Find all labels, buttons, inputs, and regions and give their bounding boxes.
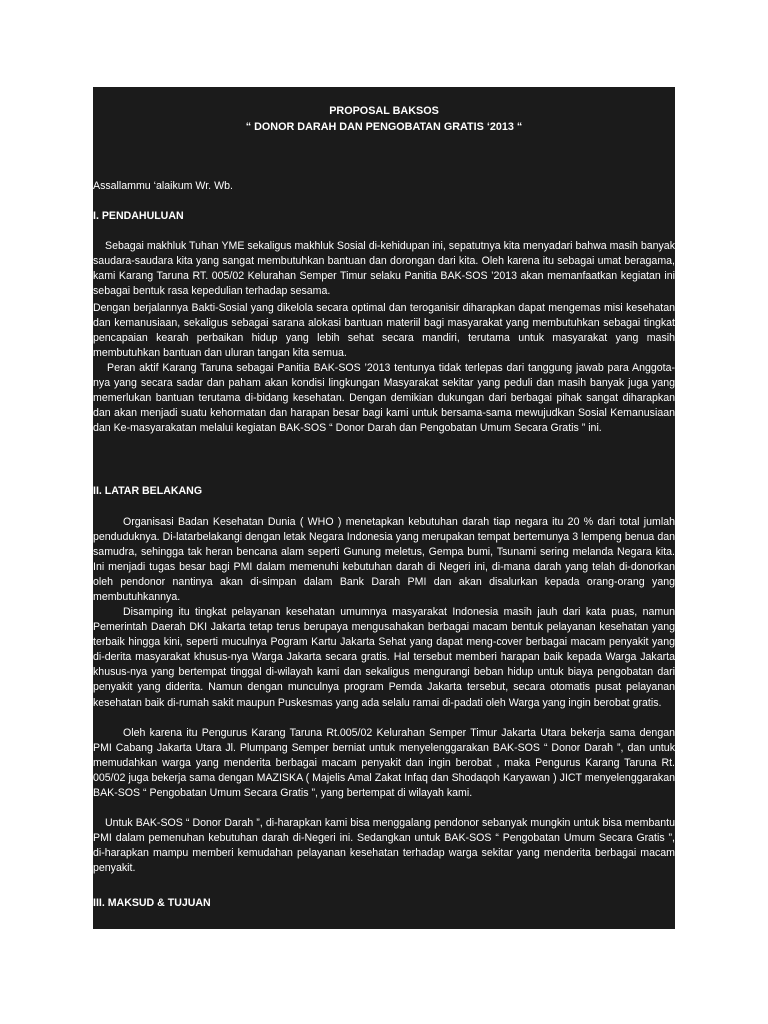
section-heading-latar-belakang: II. LATAR BELAKANG: [93, 485, 203, 497]
document-title: [93, 103, 675, 135]
title-line-2: “ DONOR DARAH DAN PENGOBATAN GRATIS ‘2013 “: [245, 121, 523, 133]
title-line-1: PROPOSAL BAKSOS: [329, 105, 439, 117]
paragraph-pendahuluan-3: Peran aktif Karang Taruna sebagai Panitia BAK-SOS ’2013 tentunya tidak terlepas dari tanggung jawab para Anggota-nya yang secara sadar dan paham akan kondisi lingkungan Masyarakat sekitar yang peduli dan masih banyak juga yang memerlukan bantuan terutama di-bidang kesehatan. Dengan demikian dukungan dari berbagai pihak sangat diharapkan dan akan menjadi suatu kehormatan dan harapan besar bagi kami untuk bersama-sama mewujudkan Sosial Kemanusiaan dan Ke-masyarakatan melalui kegiatan BAK-SOS “ Donor Darah dan Pengobatan Umum Secara Gratis ” ini.: [93, 362, 675, 435]
paragraph-latar-belakang-1: Organisasi Badan Kesehatan Dunia ( WHO ) menetapkan kebutuhan darah tiap negara itu 20 % dari total jumlah penduduknya. Di-latarbelakangi dengan letak Negara Indonesia yang merupakan tempat bertemunya 3 lempeng benua dan samudra, sehingga tak heran bencana alam seperti Gunung meletus, Gempa bumi, Tsunami sering melanda Negara kita. Ini menjadi tugas besar bagi PMI dalam memenuhi kebutuhan darah di Negeri ini, di-mana darah yang telah di-donorkan oleh pendonor nantinya akan di-simpan dalam Bank Darah PMI dan akan disalurkan kepada orang-orang yang membutuhkannya.: [93, 516, 675, 604]
paragraph-latar-belakang-3: Oleh karena itu Pengurus Karang Taruna Rt.005/02 Kelurahan Semper Timur Jakarta Utara bekerja sama dengan PMI Cabang Jakarta Utara Jl. Plumpang Semper berniat untuk menyelenggarakan BAK-SOS “ Donor Darah ”, dan untuk memudahkan warga yang menderita berbagai macam penyakit dan ingin berobat , maka Pengurus Karang Taruna Rt. 005/02 juga bekerja sama dengan MAZISKA ( Majelis Amal Zakat Infaq dan Shodaqoh Karyawan ) JICT menyelenggarakan BAK-SOS “ Pengobatan Umum Secara Gratis ”, yang bertempat di wilayah kami.: [93, 727, 675, 800]
paragraph-latar-belakang-2: Disamping itu tingkat pelayanan kesehatan umumnya masyarakat Indonesia masih jauh dari kata puas, namun Pemerintah Daerah DKI Jakarta tetap terus berupaya mengusahakan berbagai macam bentuk pelayanan kesehatan yang terbaik hingga kini, seperti muculnya Pogram Kartu Jakarta Sehat yang dapat meng-cover berbagai macam penyakit yang di-derita masyarakat khusus-nya Warga Jakarta secara gratis. Hal tersebut memberi harapan baik kepada Warga Jakarta khusus-nya yang bertempat tinggal di-wilayah kami dan sekaligus mengurangi beban hidup untuk biaya pengobatan dari penyakit yang diderita. Namun dengan munculnya program Pemda Jakarta tersebut, secara otomatis pusat pelayanan kesehatan baik di-rumah sakit maupun Puskesmas yang ada selalu ramai di-padati oleh Warga yang ingin berobat gratis.: [93, 606, 675, 709]
document-page: [93, 87, 675, 929]
paragraph-pendahuluan-1: Sebagai makhluk Tuhan YME sekaligus makhluk Sosial di-kehidupan ini, sepatutnya kita menyadari bahwa masih banyak saudara-saudara kita yang sangat membutuhkan bantuan dan dorongan dari kita. Oleh karena itu sebagai umat beragama, kami Karang Taruna RT. 005/02 Kelurahan Semper Timur selaku Panitia BAK-SOS ’2013 akan memanfaatkan kegiatan ini sebagai bentuk rasa kepedulian terhadap sesama.: [93, 240, 675, 298]
section-heading-maksud-tujuan: III. MAKSUD & TUJUAN: [93, 897, 211, 909]
paragraph-pendahuluan-2: Dengan berjalannya Bakti-Sosial yang dikelola secara optimal dan teroganisir diharapkan dapat mengemas misi kesehatan dan kemanusiaan, sekaligus sebagai sarana alokasi bantuan materiil bagi masyarakat yang membutuhkan sebagai tingkat pencapaian kearah perbaikan hidup yang lebih sehat secara mandiri, terutama untuk masyarakat yang masih membutuhkan bantuan dan uluran tangan kita semua.: [93, 302, 675, 360]
paragraph-latar-belakang-4: Untuk BAK-SOS “ Donor Darah ”, di-harapkan kami bisa menggalang pendonor sebanyak mungkin untuk bisa membantu PMI dalam pemenuhan kebutuhan darah di-Negeri ini. Sedangkan untuk BAK-SOS “ Pengobatan Umum Secara Gratis ”, di-harapkan mampu memberi kemudahan pelayanan kesehatan terhadap warga sekitar yang menderita berbagai macam penyakit.: [93, 817, 675, 875]
greeting: Assallammu ‘alaikum Wr. Wb.: [93, 180, 233, 192]
section-heading-pendahuluan: I. PENDAHULUAN: [93, 210, 184, 222]
